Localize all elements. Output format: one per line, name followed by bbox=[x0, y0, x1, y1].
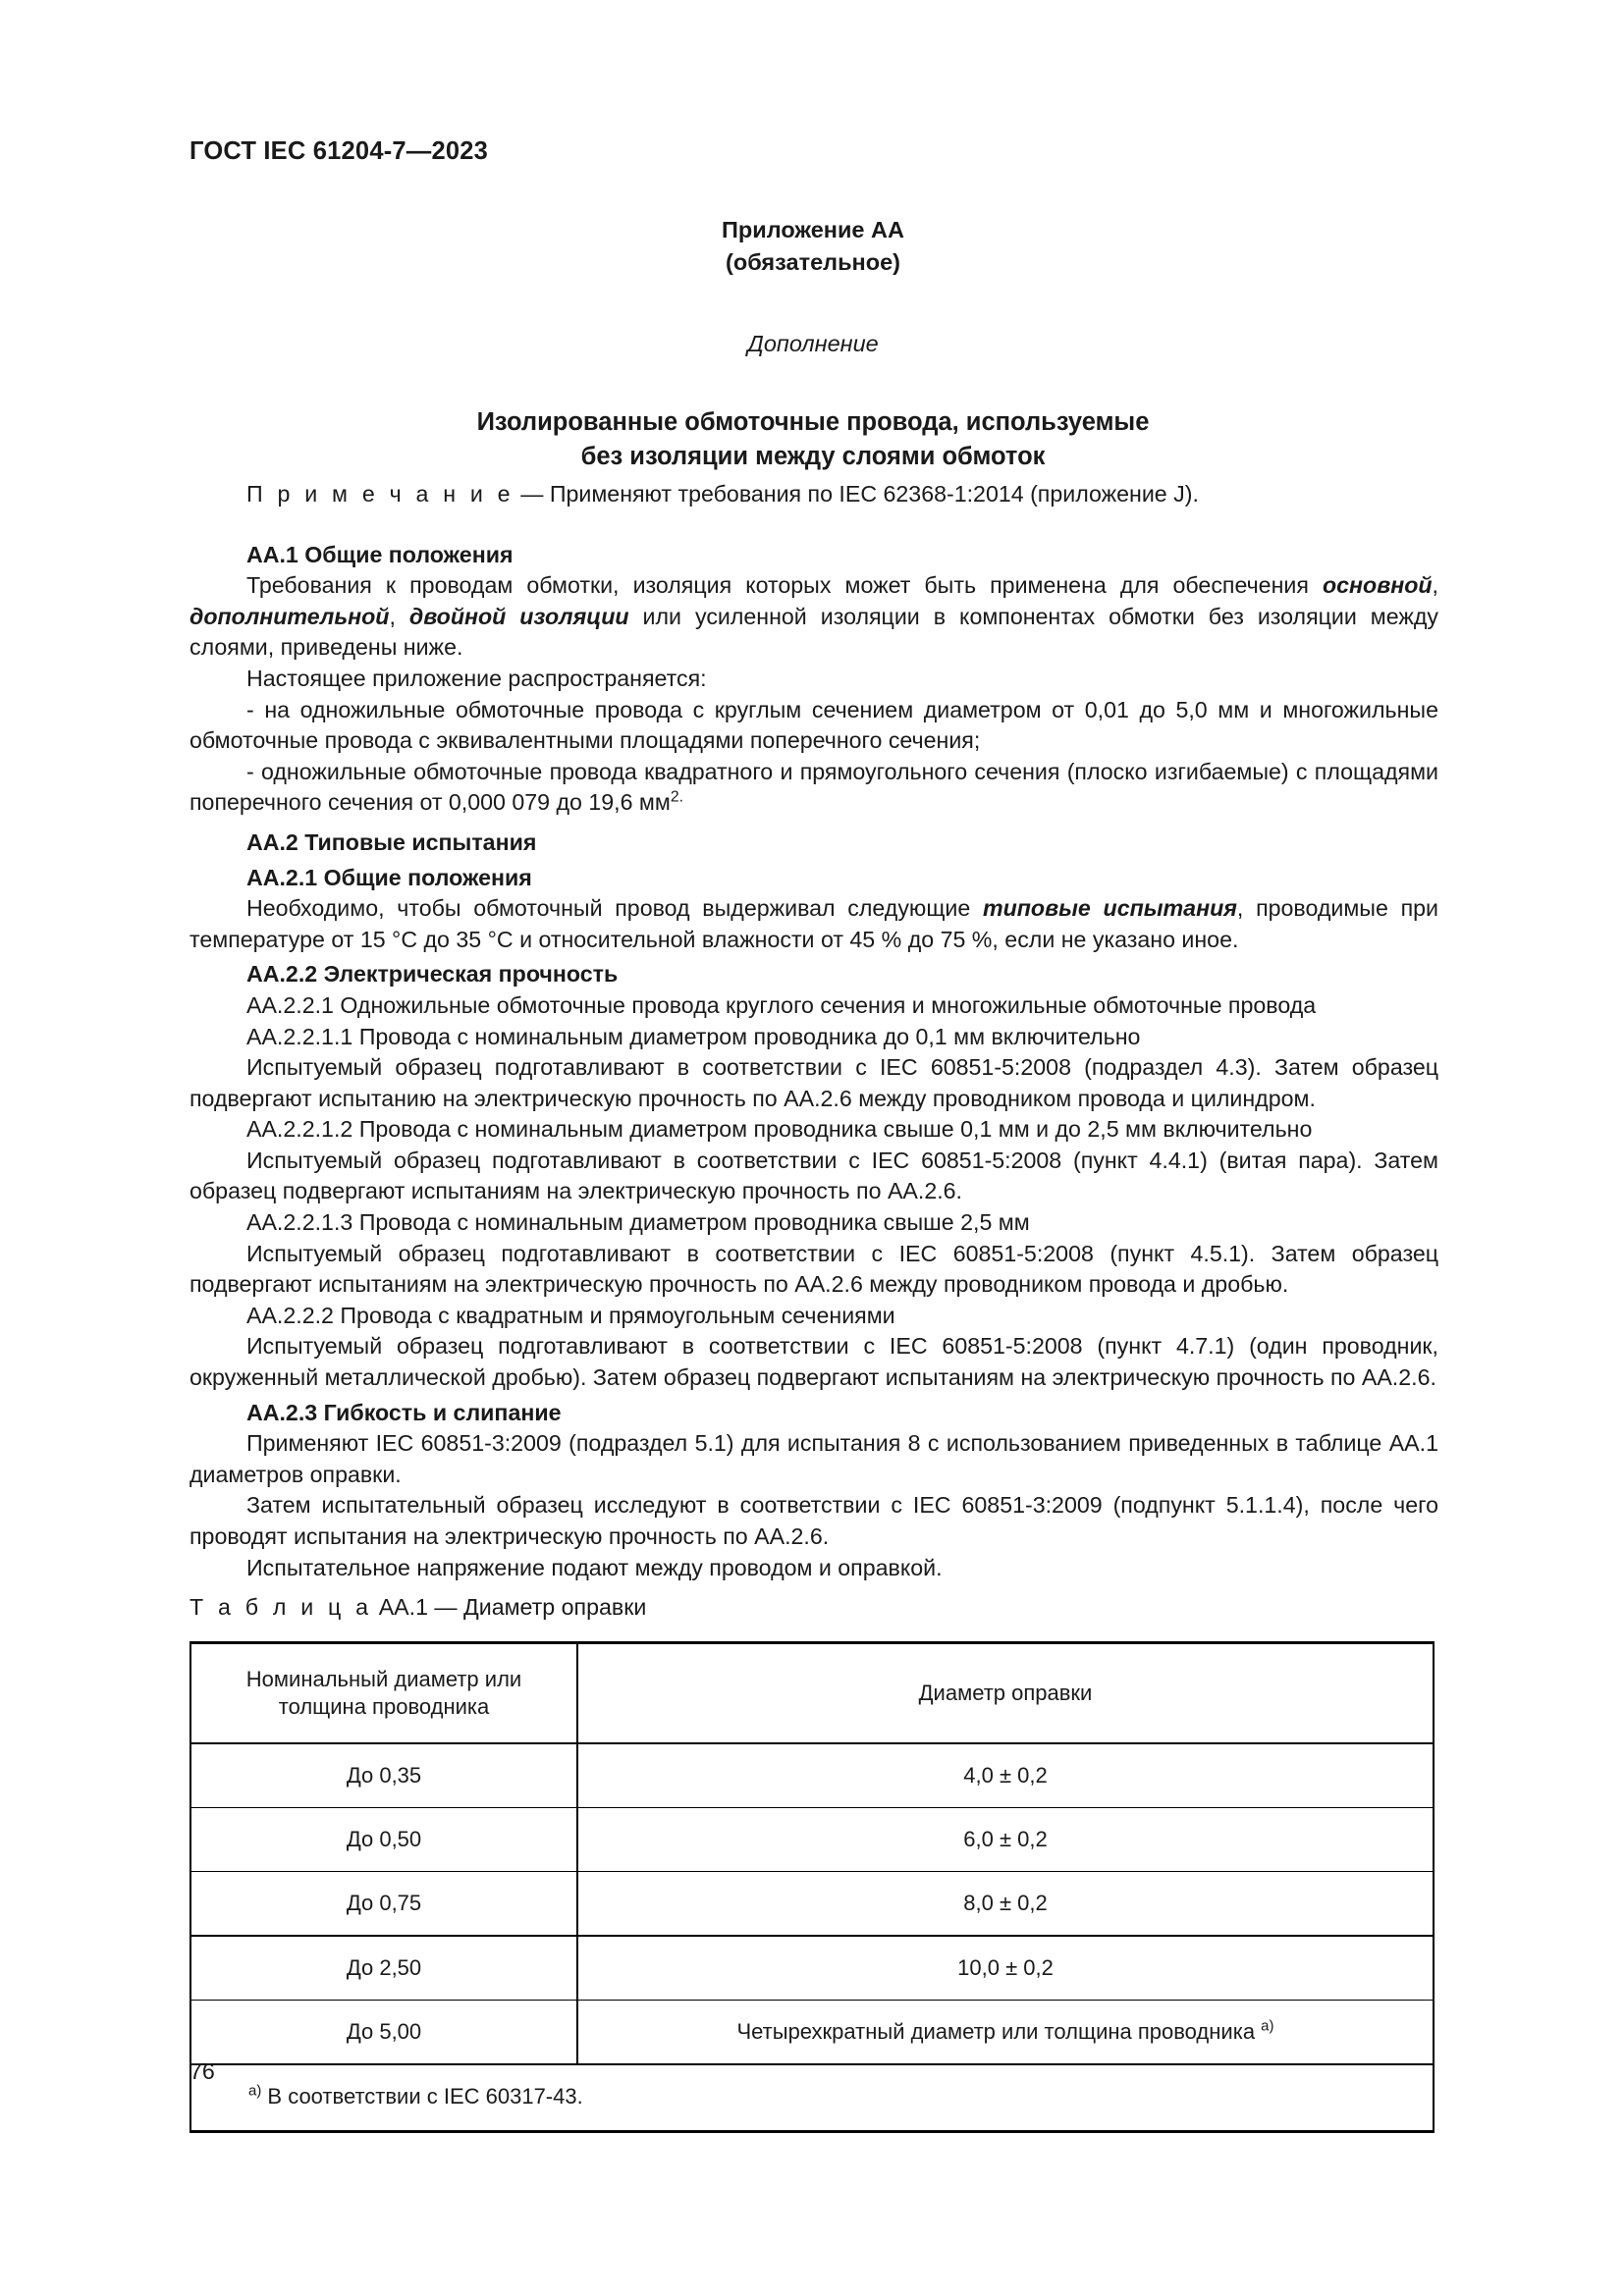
table-row bbox=[190, 1936, 1434, 2001]
annex-label: Приложение АА bbox=[722, 217, 904, 242]
paragraph-aa2-2-2: Испытуемый образец подготавливают в соответствии с IEC 60851-5:2008 (пункт 4.7.1) (один проводник, окруженный металлической дробью). Затем образец подвергают испытаниям на электрическую прочность по АА.2.6. bbox=[189, 1333, 1438, 1391]
mandrel-diameter-table bbox=[189, 1641, 1435, 2133]
aa1-p1-after: или усиленной изоляции в компонентах обмотки без изоляции между слоями, приведены ниже. bbox=[189, 603, 1439, 661]
paragraph-aa2-3-2: Затем испытательный образец исследуют в соответствии с IEC 60851-3:2009 (подпункт 5.1.1.4), после чего проводят испытания на электрическую прочность по АА.2.6. bbox=[189, 1492, 1438, 1549]
table-caption-label: Т а б л и ц а bbox=[189, 1594, 373, 1620]
clause-aa2-2-1-2: АА.2.2.1.2 Провода с номинальным диаметром проводника свыше 0,1 мм и до 2,5 мм включительно bbox=[246, 1116, 1313, 1143]
supplement-label: Дополнение bbox=[747, 331, 879, 356]
table-header-row bbox=[190, 1643, 1434, 1744]
table-caption-text: АА.1 — Диаметр оправки bbox=[372, 1594, 647, 1620]
table-row bbox=[190, 1743, 1434, 1808]
heading-aa2-1: АА.2.1 Общие положения bbox=[246, 864, 532, 890]
clause-aa2-2-1-3: АА.2.2.1.3 Провода с номинальным диаметром проводника свыше 2,5 мм bbox=[246, 1209, 1030, 1236]
cell-nominal: До 5,00 bbox=[190, 2001, 577, 2065]
table-header-nominal: Номинальный диаметр или толщина проводника bbox=[190, 1643, 577, 1744]
cell-mandrel: 6,0 ± 0,2 bbox=[577, 1808, 1434, 1872]
emphasis-basic: основной bbox=[1322, 572, 1433, 599]
emphasis-double: двойной изоляции bbox=[408, 603, 629, 629]
table-row bbox=[190, 2001, 1434, 2065]
footnote-marker-a: а) bbox=[248, 2082, 262, 2100]
emphasis-type-tests: типовые испытания bbox=[982, 895, 1237, 922]
table-footnote-row bbox=[190, 2064, 1434, 2132]
footnote-text: В соответствии с IEC 60317-43. bbox=[261, 2084, 583, 2109]
cell-mandrel: 8,0 ± 0,2 bbox=[577, 1872, 1434, 1937]
cell-mandrel-text: Четырехкратный диаметр или толщина проводника bbox=[736, 2019, 1262, 2044]
clause-aa2-2-1-1: АА.2.2.1.1 Провода с номинальным диаметром проводника до 0,1 мм включительно bbox=[246, 1023, 1141, 1049]
clause-aa2-2-2: АА.2.2.2 Провода с квадратным и прямоугольным сечениями bbox=[246, 1302, 895, 1328]
heading-aa1: АА.1 Общие положения bbox=[246, 541, 514, 567]
note-label: П р и м е ч а н и е bbox=[246, 481, 514, 507]
heading-aa2: АА.2 Типовые испытания bbox=[246, 828, 537, 855]
table-header-mandrel: Диаметр оправки bbox=[577, 1643, 1434, 1744]
body-text bbox=[189, 479, 1438, 1583]
annex-heading-block bbox=[189, 214, 1436, 474]
cell-nominal: До 0,35 bbox=[190, 1743, 577, 1808]
aa1-p1-before: Требования к проводам обмотки, изоляция которых может быть применена для обеспечения bbox=[246, 572, 1323, 599]
aa1-p1-mid2: , bbox=[389, 603, 409, 629]
paragraph-aa2-3-3: Испытательное напряжение подают между проводом и оправкой. bbox=[246, 1554, 943, 1580]
superscript-square: 2. bbox=[670, 788, 683, 806]
table-row bbox=[190, 1872, 1434, 1937]
clause-aa2-2-1: АА.2.2.1 Одножильные обмоточные провода круглого сечения и многожильные обмоточные провода bbox=[246, 991, 1317, 1018]
bullet-aa1-2-text: - одножильные обмоточные провода квадратного и прямоугольного сечения (плоско изгибаемые) с площадями поперечного сечения от 0,000 079 до 19,6 мм bbox=[189, 758, 1438, 816]
heading-aa2-3: АА.2.3 Гибкость и слипание bbox=[246, 1399, 562, 1425]
cell-mandrel: 4,0 ± 0,2 bbox=[577, 1743, 1434, 1808]
cell-nominal: До 2,50 bbox=[190, 1936, 577, 2001]
aa21-p1-after: , проводимые при температуре от 15 °С до 35 °С и относительной влажности от 45 % до 75 %, если не указано иное. bbox=[189, 895, 1438, 952]
running-header: ГОСТ IEC 61204-7—2023 bbox=[189, 137, 488, 165]
bullet-aa1-1: - на одножильные обмоточные провода с круглым сечением диаметром от 0,01 до 5,0 мм и многожильные обмоточные провода с эквивалентными площадями поперечного сечения; bbox=[189, 696, 1438, 754]
footnote-ref-a: а) bbox=[1261, 2017, 1274, 2035]
cell-mandrel bbox=[577, 2001, 1434, 2065]
cell-nominal: До 0,75 bbox=[190, 1872, 577, 1937]
aa21-p1-before: Необходимо, чтобы обмоточный провод выдерживал следующие bbox=[246, 895, 983, 922]
table-footnote bbox=[190, 2064, 1434, 2132]
paragraph-aa2-2-1-2: Испытуемый образец подготавливают в соответствии с IEC 60851-5:2008 (пункт 4.4.1) (витая пара). Затем образец подвергают испытаниям на электрическую прочность по АА.2.6. bbox=[189, 1147, 1438, 1204]
emphasis-supplementary: дополнительной bbox=[189, 603, 390, 629]
annex-title-line1: Изолированные обмоточные провода, используемые bbox=[476, 408, 1150, 436]
paragraph-aa1-1 bbox=[189, 570, 1438, 664]
paragraph-aa2-1 bbox=[189, 893, 1438, 955]
table-caption bbox=[189, 1594, 646, 1621]
paragraph-aa1-2: Настоящее приложение распространяется: bbox=[246, 665, 707, 691]
note-paragraph bbox=[189, 479, 1438, 510]
bullet-aa1-2 bbox=[189, 757, 1438, 819]
aa1-p1-mid1: , bbox=[1432, 572, 1438, 599]
cell-nominal: До 0,50 bbox=[190, 1808, 577, 1872]
heading-aa2-2: АА.2.2 Электрическая прочность bbox=[246, 961, 619, 988]
cell-mandrel: 10,0 ± 0,2 bbox=[577, 1936, 1434, 2001]
page-number: 76 bbox=[189, 2058, 215, 2084]
paragraph-aa2-2-1-3: Испытуемый образец подготавливают в соответствии с IEC 60851-5:2008 (пункт 4.5.1). Затем образец подвергают испытаниям на электрическую прочность по АА.2.6 между проводником провода и дробью. bbox=[189, 1240, 1438, 1298]
paragraph-aa2-3-1: Применяют IEC 60851-3:2009 (подраздел 5.1) для испытания 8 с использованием приведенных в таблице АА.1 диаметров оправки. bbox=[189, 1430, 1438, 1487]
table-row bbox=[190, 1808, 1434, 1872]
note-text: — Применяют требования по IEC 62368-1:2014 (приложение J). bbox=[514, 481, 1199, 507]
paragraph-aa2-2-1-1: Испытуемый образец подготавливают в соответствии с IEC 60851-5:2008 (подраздел 4.3). Затем образец подвергают испытанию на электрическую прочность по АА.2.6 между проводником провода и цилиндром. bbox=[189, 1054, 1438, 1111]
annex-status: (обязательное) bbox=[726, 249, 900, 275]
annex-title-line2: без изоляции между слоями обмоток bbox=[580, 443, 1046, 470]
